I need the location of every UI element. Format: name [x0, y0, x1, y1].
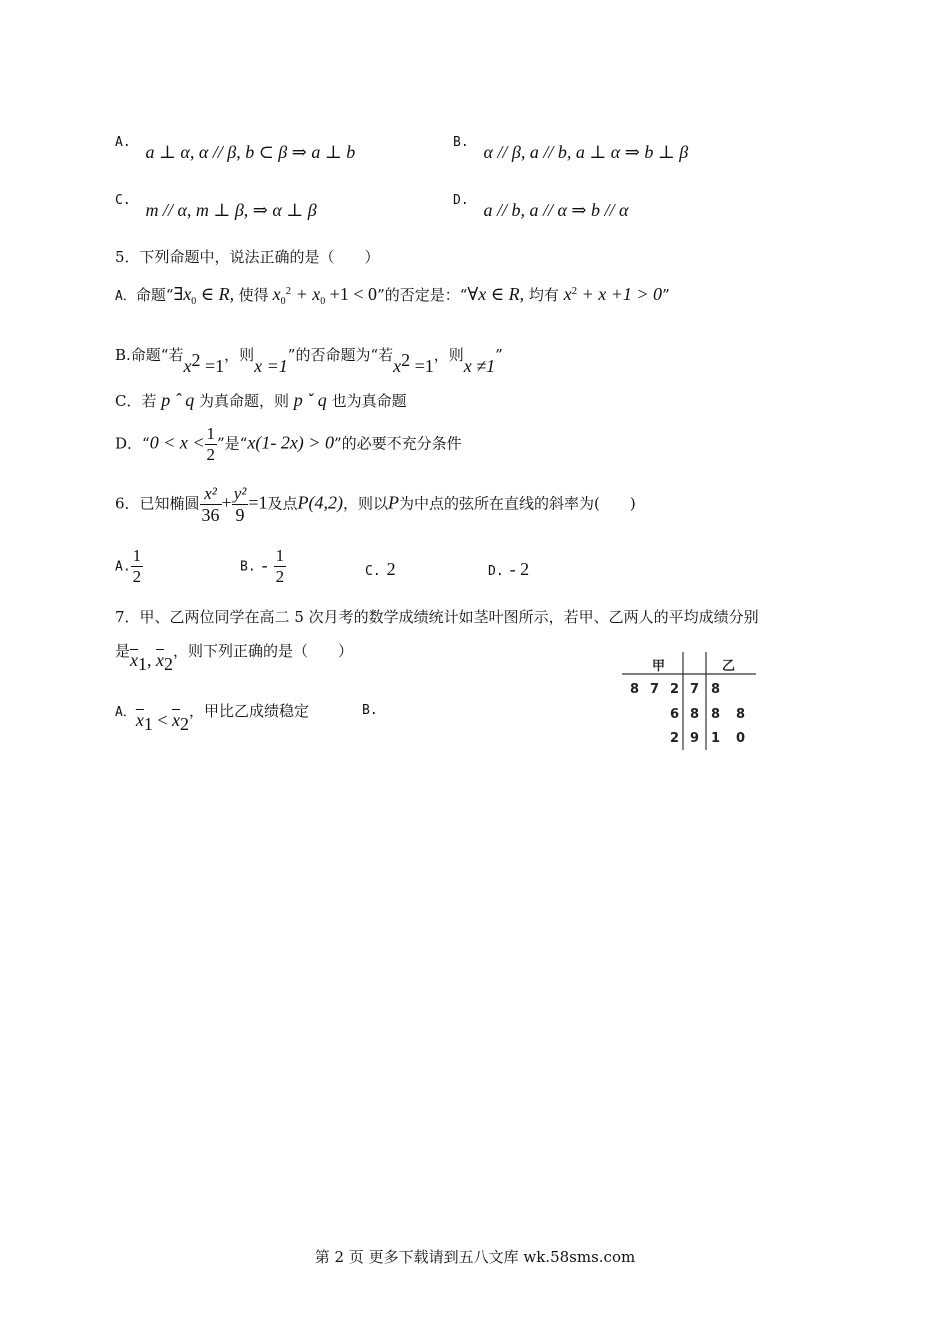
math-sup: 2: [571, 285, 578, 297]
q4-option-b: [453, 130, 689, 162]
option-label: D.: [488, 564, 504, 579]
math: x: [563, 284, 572, 304]
math-sub: 2: [179, 714, 189, 734]
leaf: 0: [736, 731, 746, 746]
q6-option-c: [365, 559, 396, 580]
text: 6．已知椭圆: [115, 494, 200, 513]
q4-option-c: [115, 188, 317, 220]
numerator: 1: [132, 546, 142, 565]
q7-option-a: [115, 700, 309, 734]
text: ，甲比乙成绩稳定: [188, 702, 309, 720]
text: 也为真命题: [326, 392, 407, 410]
math: + x: [291, 284, 321, 304]
math: $\overline{x}$: [135, 710, 144, 730]
numerator: y²: [233, 484, 247, 503]
header-right: 乙: [722, 659, 736, 674]
fraction-one-half: [131, 546, 144, 587]
leaf: 8: [630, 682, 640, 697]
text: ，则: [224, 346, 255, 364]
option-label: A.: [115, 135, 131, 150]
q4-c-expression: m // α, m ⊥ β, ⇒ α ⊥ β: [145, 200, 317, 220]
text: ”: [495, 346, 503, 364]
text: 是: [115, 642, 131, 660]
math: x =1: [254, 356, 288, 376]
math: ∃x: [173, 284, 192, 304]
math: $\overline{x}$: [156, 650, 165, 670]
math: + x +1 > 0: [577, 284, 663, 304]
q4-b-expression: α // β, a // b, a ⊥ α ⇒ b ⊥ β: [483, 142, 689, 162]
text: 及点: [267, 494, 298, 513]
fraction-one-half: [205, 424, 218, 465]
math-sub: 0: [320, 296, 326, 307]
leaf: 7: [650, 682, 660, 697]
text: 命题“: [135, 286, 174, 304]
math-sub: 1: [138, 654, 148, 674]
denominator: 36: [201, 505, 220, 525]
q6-option-d: [488, 559, 529, 580]
denominator: 2: [206, 445, 215, 464]
leaf: 1: [711, 731, 721, 746]
numerator: 1: [275, 546, 285, 565]
header-left: 甲: [652, 659, 666, 674]
math-sub: 2: [164, 654, 174, 674]
math: P: [388, 492, 400, 513]
math: =1: [410, 356, 434, 376]
option-label: D.: [453, 193, 469, 208]
denominator: 9: [235, 505, 245, 525]
math: x ≠1: [463, 356, 496, 376]
math-sub: 0: [191, 296, 197, 307]
text: 使得: [238, 286, 269, 304]
math: x: [393, 356, 402, 376]
math-sup: 2: [285, 285, 292, 297]
text: D．“: [115, 434, 150, 453]
math: =1: [248, 492, 268, 513]
option-value: - 2: [509, 559, 530, 579]
math-sub: 0: [280, 296, 286, 307]
q6-option-b: [240, 546, 286, 587]
math: +: [221, 492, 232, 513]
option-label: C.: [115, 193, 131, 208]
text: B.命题“若: [115, 346, 184, 364]
q6-option-a: [115, 546, 143, 587]
text: ，则以: [343, 494, 389, 513]
text: C．若: [115, 392, 162, 410]
text: ”的否命题为“若: [287, 346, 394, 364]
q5-stem: 5．下列命题中，说法正确的是（ ）: [115, 248, 380, 266]
leaf: 2: [670, 731, 680, 746]
q4-option-d: [453, 188, 629, 220]
fraction-y2-9: [232, 484, 249, 525]
leaf: 8: [736, 707, 746, 722]
math: 0 < x <: [149, 432, 205, 453]
math-sup: 2: [401, 350, 411, 370]
q4-option-a: [115, 130, 356, 162]
fraction-one-half: [274, 546, 287, 587]
text: 为真命题，则: [194, 392, 294, 410]
minus-sign: -: [261, 554, 268, 575]
math: <: [152, 710, 172, 730]
option-label: A．: [115, 705, 136, 720]
numerator: 1: [206, 424, 215, 443]
q5-option-d: [115, 424, 462, 465]
math: ∀x ∈ R,: [467, 284, 525, 304]
q7-stem-line1: 7．甲、乙两位同学在高二 5 次月考的数学成绩统计如茎叶图所示，若甲、乙两人的平均成绩分别: [115, 608, 759, 626]
math: ∈ R,: [196, 284, 239, 304]
denominator: 2: [275, 567, 285, 586]
math: =1: [200, 356, 225, 376]
leaf: 2: [670, 682, 680, 697]
stem: 8: [690, 707, 700, 722]
leaf: 8: [711, 707, 721, 722]
option-label: B.: [453, 135, 469, 150]
text: ，则下列正确的是（ ）: [173, 642, 354, 660]
q6-stem: [115, 484, 636, 525]
option-label: C.: [365, 564, 381, 579]
math-sup: 2: [191, 350, 201, 370]
math: p ˆ q: [161, 390, 195, 410]
option-label: A.: [115, 559, 131, 575]
denominator: 2: [132, 567, 142, 586]
math: P(4,2): [297, 492, 344, 513]
q7-option-b: [362, 700, 378, 718]
stem: 7: [690, 682, 700, 697]
text: ”是“: [217, 434, 248, 453]
math: x: [272, 284, 281, 304]
text: ”的必要不充分条件: [333, 434, 462, 453]
q7-stem-line2: [115, 640, 354, 674]
math: x: [183, 356, 192, 376]
math: +1 < 0: [325, 284, 378, 304]
numerator: x²: [200, 484, 222, 505]
option-label: B.: [362, 703, 378, 718]
math: x(1- 2x) > 0: [247, 432, 334, 453]
text: ，则: [433, 346, 464, 364]
page-footer: 第 2 页 更多下载请到五八文库 wk.58sms.com: [314, 1248, 636, 1266]
q5-option-c: [115, 390, 407, 411]
fraction-x2-36: [200, 484, 222, 525]
stem-leaf-plot: [622, 652, 762, 750]
math: $\overline{x}$: [171, 710, 180, 730]
option-label: B.: [240, 559, 256, 575]
q5-option-a: [115, 284, 670, 307]
option-value: 2: [386, 559, 396, 579]
text: ”: [662, 286, 670, 304]
text: ”的否定是：“: [377, 286, 468, 304]
q4-a-expression: a ⊥ α, α // β, b ⊂ β ⇒ a ⊥ b: [145, 142, 356, 162]
q4-d-expression: a // b, a // α ⇒ b // α: [483, 200, 629, 220]
q5-option-b: [115, 338, 503, 376]
leaf: 6: [670, 707, 680, 722]
math: ,: [147, 650, 157, 670]
text: 为中点的弦所在直线的斜率为( ): [399, 494, 636, 513]
text: 均有: [524, 286, 564, 304]
math: p ˇ q: [293, 390, 327, 410]
stem: 9: [690, 731, 700, 746]
math: $\overline{x}$: [130, 650, 139, 670]
leaf: 8: [711, 682, 721, 697]
math-sub: 1: [143, 714, 153, 734]
option-label: A．: [115, 289, 136, 304]
